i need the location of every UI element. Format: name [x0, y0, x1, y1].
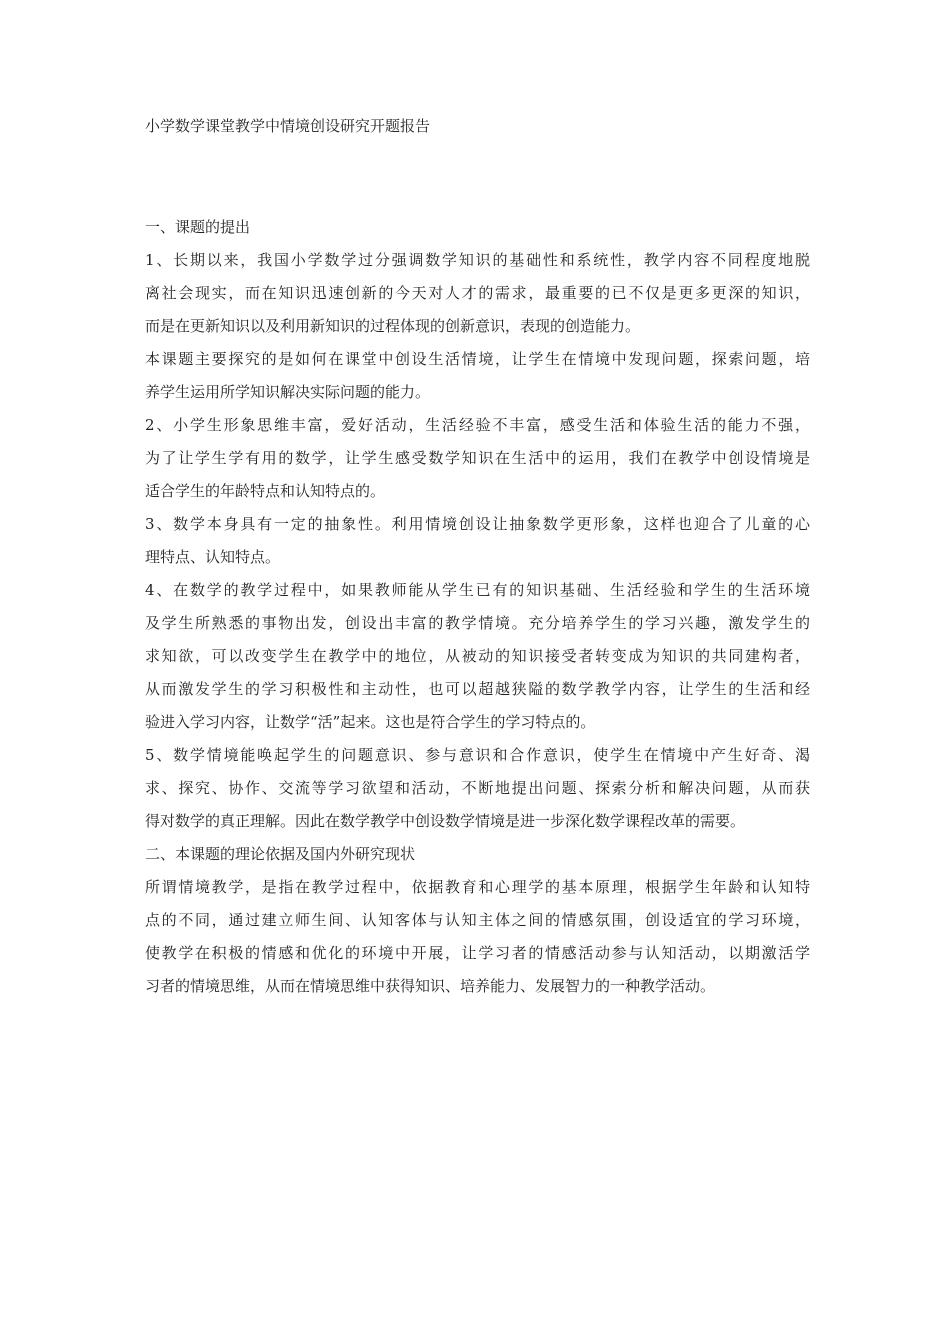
text-line: 3、数学本身具有一定的抽象性。利用情境创设让抽象数学更形象，这样也迎合了儿童的心	[145, 515, 810, 533]
text-line: 养学生运用所学知识解决实际问题的能力。	[145, 383, 431, 401]
text-line: 所谓情境教学，是指在教学过程中，依据教育和心理学的基本原理，根据学生年龄和认知特	[145, 878, 810, 896]
text-line: 5、数学情境能唤起学生的问题意识、参与意识和合作意识，使学生在情境中产生好奇、渴	[145, 746, 810, 764]
text-line: 理特点、认知特点。	[145, 548, 281, 566]
text-line: 验进入学习内容，让数学“活”起来。这也是符合学生的学习特点的。	[145, 713, 596, 731]
text-line: 点的不同，通过建立师生间、认知客体与认知主体之间的情感氛围，创设适宜的学习环境，	[145, 911, 810, 929]
document-title: 小学数学课堂教学中情境创设研究开题报告	[145, 117, 431, 135]
text-line: 离社会现实，而在知识迅速创新的今天对人才的需求，最重要的已不仅是更多更深的知识，	[145, 284, 810, 302]
text-line: 2、小学生形象思维丰富，爱好活动，生活经验不丰富，感受生活和体验生活的能力不强，	[145, 416, 810, 434]
text-line: 二、本课题的理论依据及国内外研究现状	[145, 845, 416, 863]
text-line: 求、探究、协作、交流等学习欲望和活动，不断地提出问题、探索分析和解决问题，从而获	[145, 779, 810, 797]
text-line: 一、课题的提出	[145, 218, 251, 236]
document-body	[145, 211, 810, 1003]
text-line: 习者的情境思维，从而在情境思维中获得知识、培养能力、发展智力的一种教学活动。	[145, 977, 716, 995]
text-line: 从而激发学生的学习积极性和主动性，也可以超越狭隘的数学教学内容，让学生的生活和经	[145, 680, 810, 698]
text-line: 求知欲，可以改变学生在教学中的地位，从被动的知识接受者转变成为知识的共同建构者，	[145, 647, 810, 665]
text-line: 适合学生的年龄特点和认知特点的。	[145, 482, 386, 500]
text-line: 而是在更新知识以及利用新知识的过程体现的创新意识，表现的创造能力。	[145, 317, 641, 335]
text-line: 4、在数学的教学过程中，如果教师能从学生已有的知识基础、生活经验和学生的生活环境	[145, 581, 810, 599]
text-line: 1、长期以来，我国小学数学过分强调数学知识的基础性和系统性，教学内容不同程度地脱	[145, 251, 810, 269]
text-line: 为了让学生学有用的数学，让学生感受数学知识在生活中的运用，我们在教学中创设情境是	[145, 449, 810, 467]
text-line: 得对数学的真正理解。因此在数学教学中创设数学情境是进一步深化数学课程改革的需要。	[145, 812, 746, 830]
text-line: 及学生所熟悉的事物出发，创设出丰富的教学情境。充分培养学生的学习兴趣，激发学生的	[145, 614, 810, 632]
text-line: 本课题主要探究的是如何在课堂中创设生活情境，让学生在情境中发现问题，探索问题，培	[145, 350, 810, 368]
text-line: 使教学在积极的情感和优化的环境中开展，让学习者的情感活动参与认知活动，以期激活学	[145, 944, 810, 962]
